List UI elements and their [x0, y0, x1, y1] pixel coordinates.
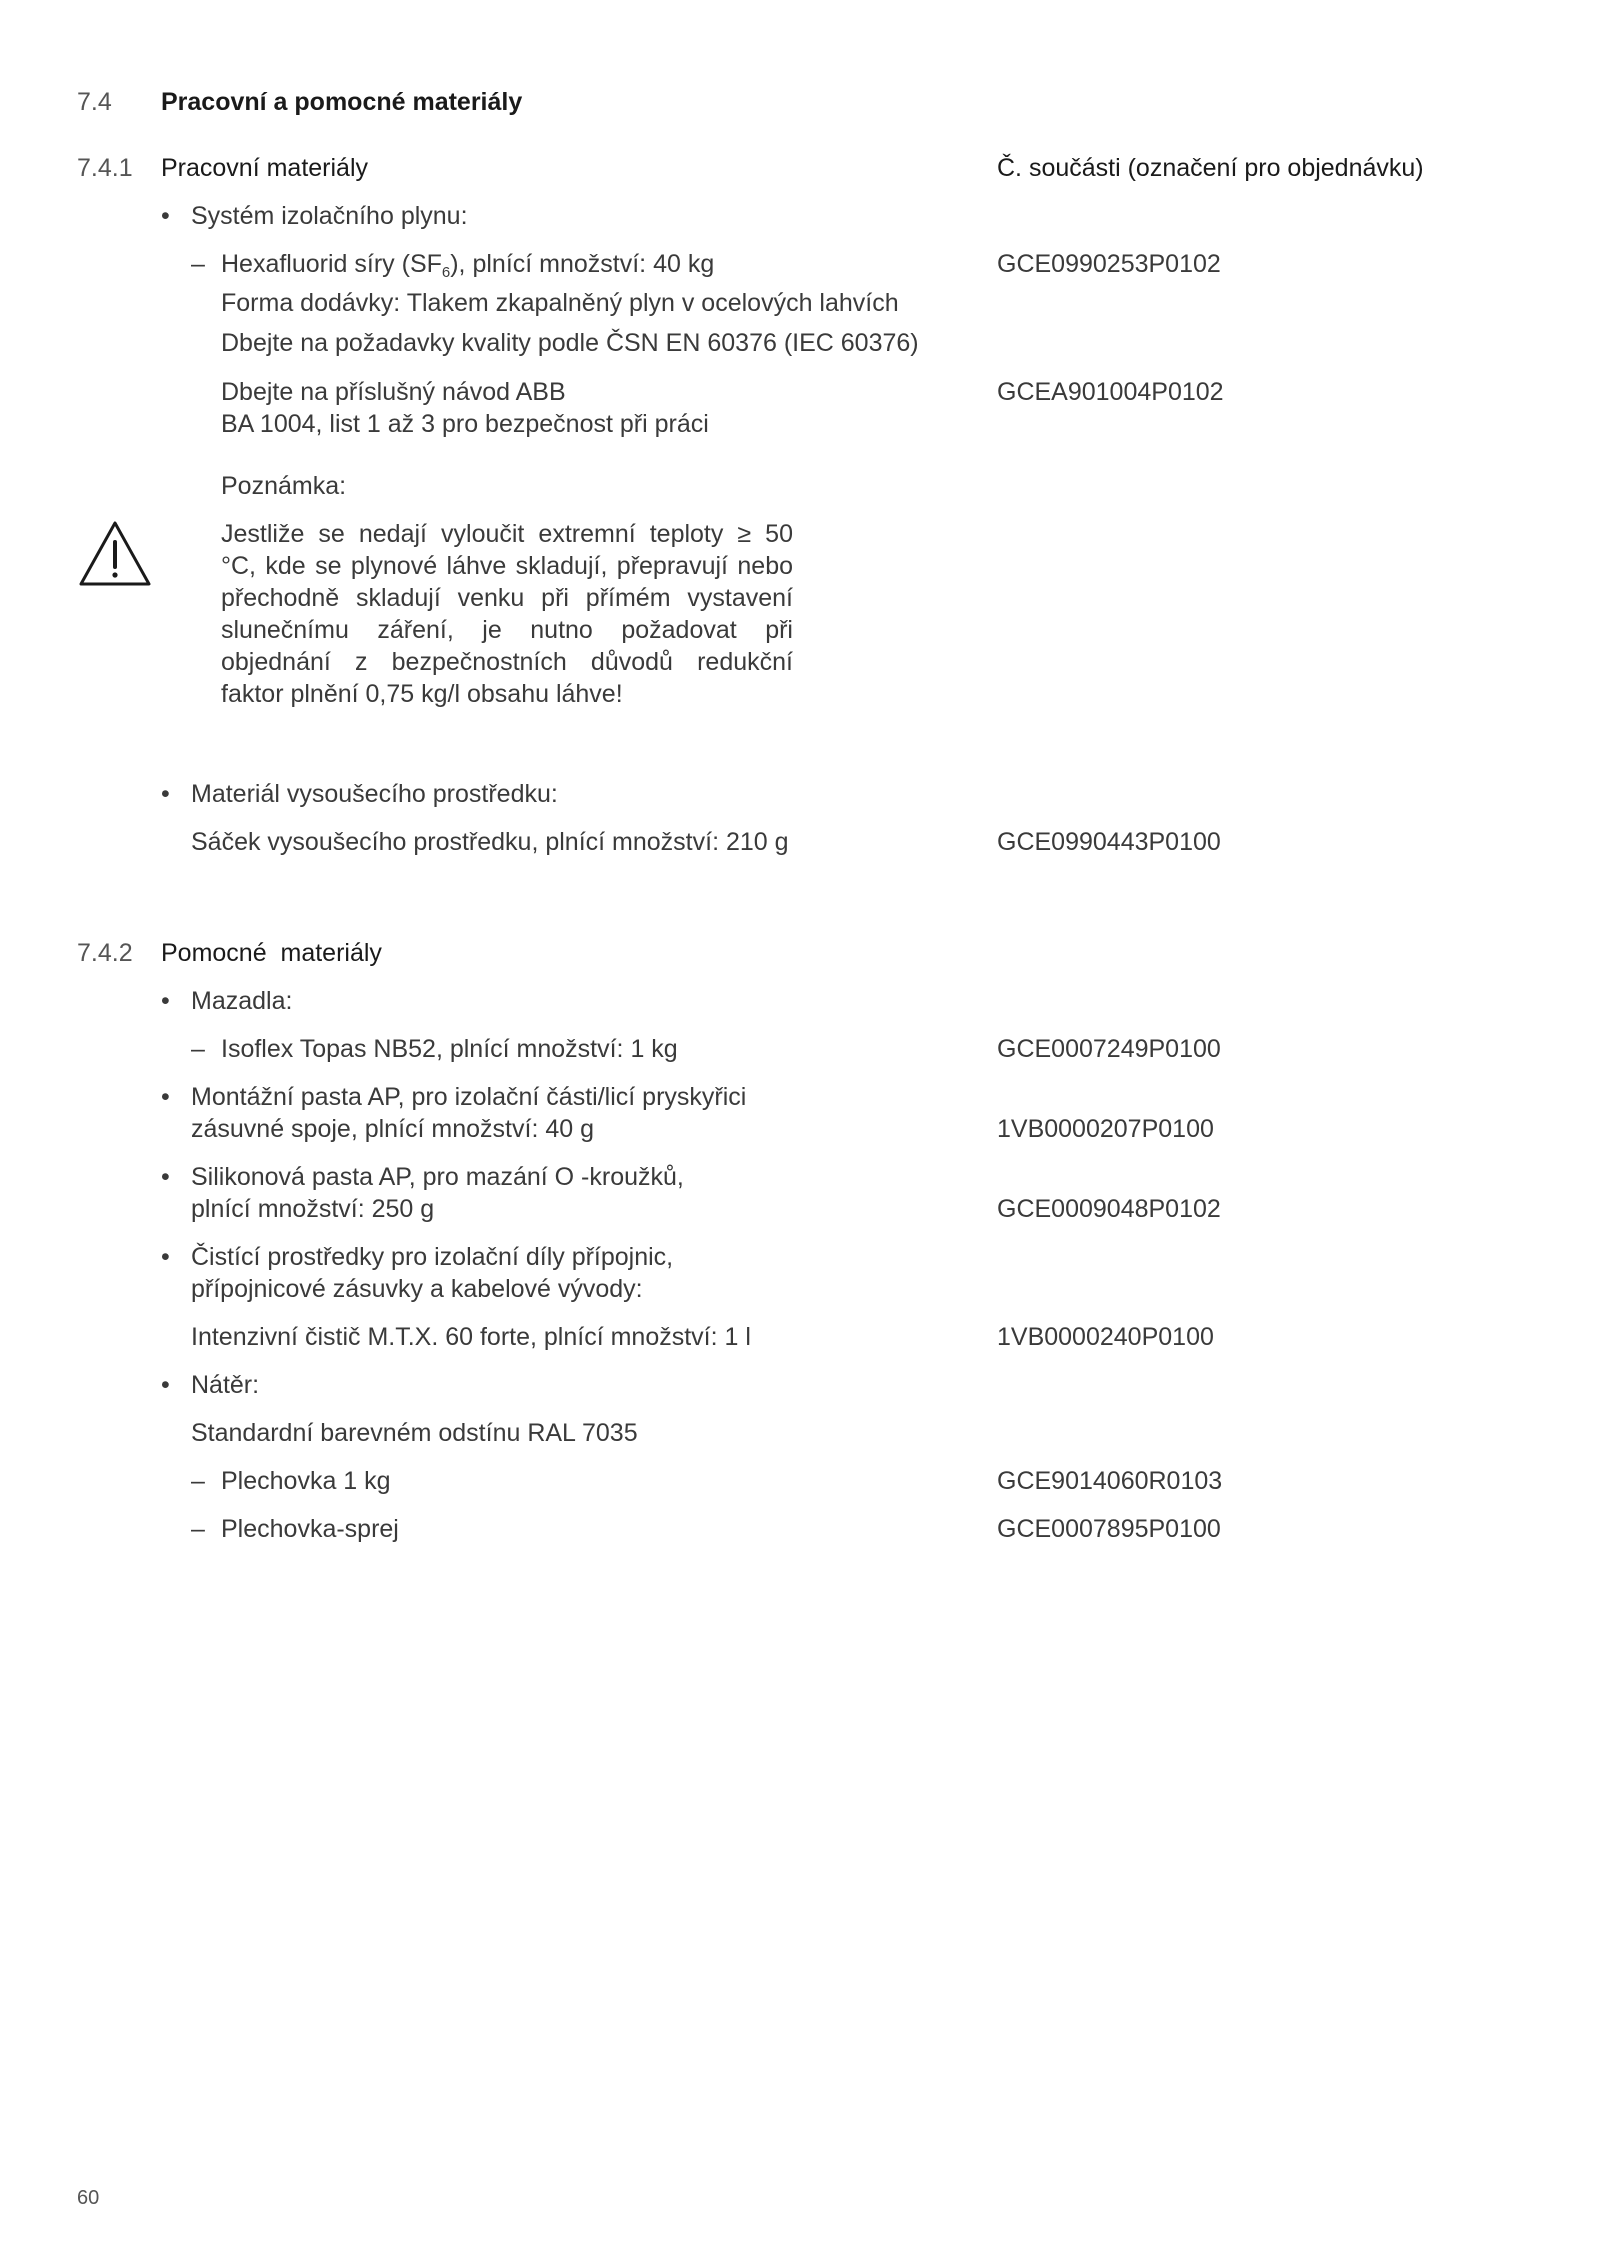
abb-instruction-line1: Dbejte na příslušný návod ABB	[221, 378, 566, 406]
page-number: 60	[77, 2187, 100, 2209]
gas-system-bullet: Systém izolačního plynu:	[191, 202, 468, 230]
warning-icon	[78, 519, 152, 587]
isoflex-item: Isoflex Topas NB52, plnící množství: 1 kg	[221, 1035, 678, 1063]
bullet-marker: •	[161, 1371, 170, 1399]
spray-can-item: Plechovka-sprej	[221, 1515, 399, 1543]
note-line: Jestliže se nedají vyloučit extremní teploty ≥ 50	[221, 520, 793, 548]
isoflex-code: GCE0007249P0100	[997, 1035, 1221, 1063]
desiccant-code: GCE0990443P0100	[997, 828, 1221, 856]
note-line: °C, kde se plynové láhve skladují, přepravují nebo	[221, 552, 793, 580]
dash-marker: –	[191, 1035, 205, 1063]
can-1kg-item: Plechovka 1 kg	[221, 1467, 391, 1495]
bullet-marker: •	[161, 1083, 170, 1111]
bullet-marker: •	[161, 1163, 170, 1191]
silicone-paste-code: GCE0009048P0102	[997, 1195, 1221, 1223]
bullet-marker: •	[161, 1243, 170, 1271]
paint-standard: Standardní barevném odstínu RAL 7035	[191, 1419, 638, 1447]
silicone-paste-line2: plnící množství: 250 g	[191, 1195, 435, 1223]
cleaner-code: 1VB0000240P0100	[997, 1323, 1214, 1351]
cleaning-agents-line1: Čistící prostředky pro izolační díly přípojnic,	[191, 1243, 674, 1271]
sf6-item: Hexafluorid síry $(SF_6)$, plnící množství: 40 kg	[221, 250, 715, 281]
note-line: faktor plnění 0,75 kg/l obsahu láhve!	[221, 680, 623, 708]
note-line: slunečnímu záření, je nutno požadovat při	[221, 616, 793, 644]
bullet-marker: •	[161, 780, 170, 808]
section-title: Pracovní a pomocné materiály	[161, 88, 523, 116]
sf6-quality-standard: Dbejte na požadavky kvality podle ČSN EN 60376 (IEC 60376)	[221, 329, 919, 357]
note-line: přechodně skladují venku při přímém vystavení	[221, 584, 793, 612]
mounting-paste-code: 1VB0000207P0100	[997, 1115, 1214, 1143]
spray-can-code: GCE0007895P0100	[997, 1515, 1221, 1543]
abb-instruction-code: GCEA901004P0102	[997, 378, 1224, 406]
sf6-code: GCE0990253P0102	[997, 250, 1221, 278]
subsection-number-741: 7.4.1	[77, 154, 133, 182]
sf6-delivery-form: Forma dodávky: Tlakem zkapalněný plyn v ocelových lahvích	[221, 289, 899, 317]
subsection-title-741: Pracovní materiály	[161, 154, 369, 182]
mounting-paste-line2: zásuvné spoje, plnící množství: 40 g	[191, 1115, 594, 1143]
bullet-marker: •	[161, 202, 170, 230]
subsection-title-742: Pomocné materiály	[161, 939, 382, 967]
note-title: Poznámka:	[221, 472, 347, 500]
subsection-number-742: 7.4.2	[77, 939, 133, 967]
dash-marker: –	[191, 250, 205, 278]
code-column-header: Č. součásti (označení pro objednávku)	[997, 154, 1424, 182]
note-line: objednání z bezpečnostních důvodů redukční	[221, 648, 793, 676]
section-number: 7.4	[77, 88, 112, 116]
can-1kg-code: GCE9014060R0103	[997, 1467, 1223, 1495]
silicone-paste-line1: Silikonová pasta AP, pro mazání O -kroužků,	[191, 1163, 684, 1191]
mounting-paste-line1: Montážní pasta AP, pro izolační části/licí pryskyřici	[191, 1083, 747, 1111]
desiccant-item: Sáček vysoušecího prostředku, plnící množství: 210 g	[191, 828, 789, 856]
dash-marker: –	[191, 1515, 205, 1543]
desiccant-bullet: Materiál vysoušecího prostředku:	[191, 780, 558, 808]
paint-bullet: Nátěr:	[191, 1371, 260, 1399]
lubricants-bullet: Mazadla:	[191, 987, 293, 1015]
cleaner-item: Intenzivní čistič M.T.X. 60 forte, plnící množství: 1 l	[191, 1323, 751, 1351]
abb-instruction-line2: BA 1004, list 1 až 3 pro bezpečnost při práci	[221, 410, 709, 438]
bullet-marker: •	[161, 987, 170, 1015]
dash-marker: –	[191, 1467, 205, 1495]
cleaning-agents-line2: přípojnicové zásuvky a kabelové vývody:	[191, 1275, 643, 1303]
